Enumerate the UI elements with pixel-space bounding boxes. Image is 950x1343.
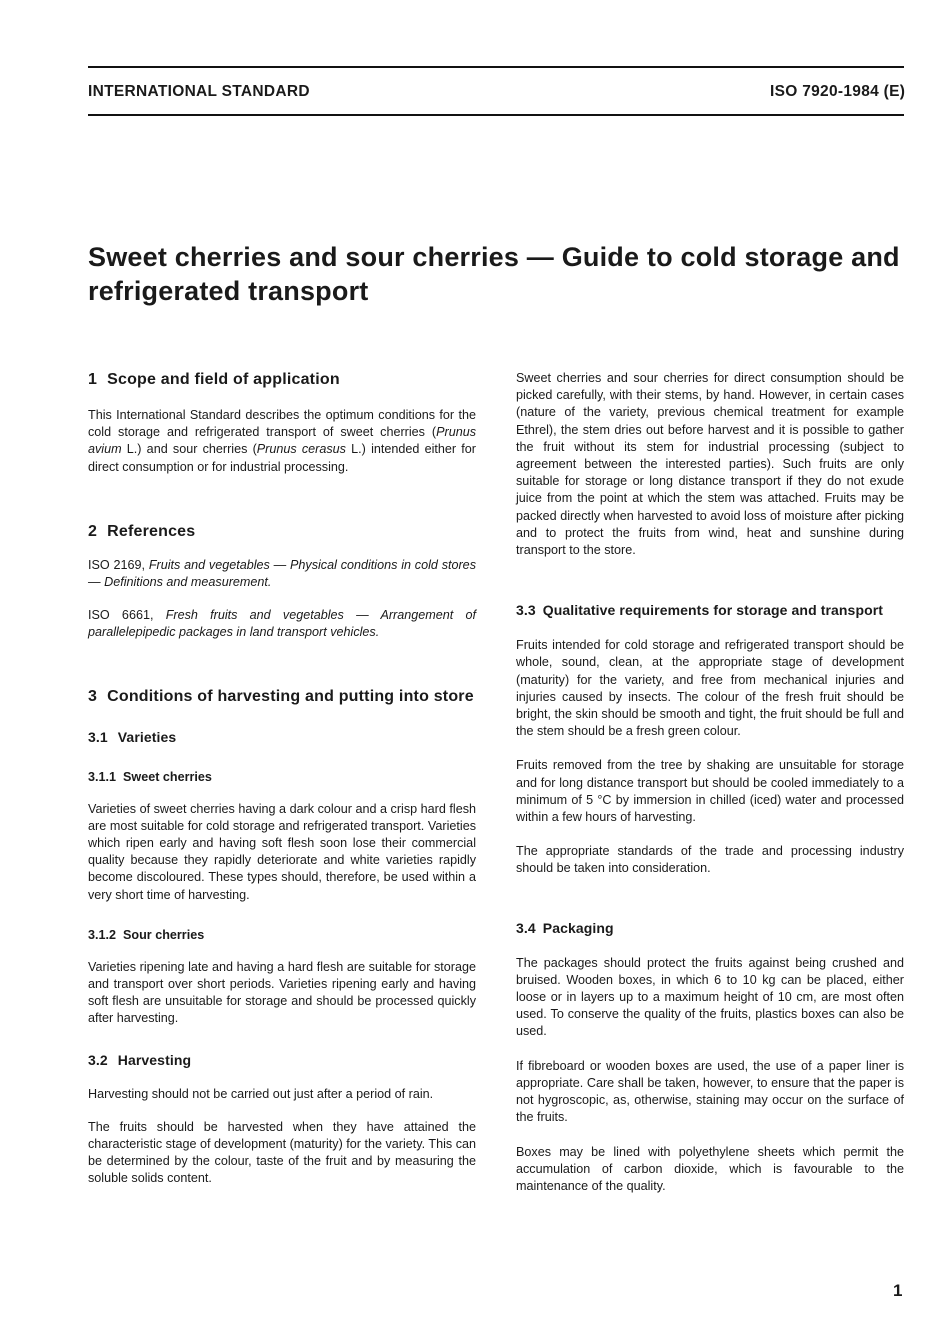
section-3-4-heading: 3.4 Packaging	[516, 919, 614, 936]
section-3-heading: 3 Conditions of harvesting and putting into store	[88, 687, 474, 705]
header-rule-top	[88, 66, 904, 68]
section-3-3-heading: 3.3 Qualitative requirements for storage and transport	[516, 602, 884, 619]
section-3-2-text-2: The fruits should be harvested when they have attained the characteristic stage of development (maturity) for the variety. This can be determined by the colour, taste of the fruit and by measuring the soluble solids content.	[88, 1119, 477, 1186]
header-standard-number: ISO 7920-1984 (E)	[770, 83, 906, 100]
section-3-2-text-3: Sweet cherries and sour cherries for direct consumption should be picked carefully, with their stems, by hand. However, in certain cases (nature of the variety, previous chemical treatment for example Ethrel), the stem dries out before harvest and it is possible to gather the fruit without its stem for industrial processing (subject to agreement between the interested parties). Such fruits are only suitable for storage or long distance transport if they do not exude juice from the point at which the stem was attached. Fruits may be packed directly when harvested to avoid loss of moisture after picking and to protect the fruits from wind, heat and sunshine during transport to the store.	[516, 371, 904, 558]
header-standard-type: INTERNATIONAL STANDARD	[88, 83, 310, 100]
section-3-3-text-1: Fruits intended for cold storage and refrigerated transport should be whole, sound, clean, at the appropriate stage of development (maturity) for the variety, and free from mechanical injuries and injuries caused by insects. The colour of the fresh fruit should be bright, the skin should be smooth and tight, the fruit should be full and the stem should be a fresh green colour.	[516, 638, 904, 739]
section-3-1-heading: 3.1 Varieties	[88, 728, 177, 745]
section-2-heading: 2 References	[88, 522, 196, 540]
section-3-1-2-heading: 3.1.2 Sour cherries	[88, 927, 205, 942]
left-column	[88, 370, 476, 1188]
section-1-heading: 1 Scope and field of application	[88, 371, 340, 388]
section-3-4-text-3: Boxes may be lined with polyethylene sheets which permit the accumulation of carbon dioxide, which is favourable to the maintenance of the quality.	[516, 1144, 904, 1193]
section-3-1-1-text: Varieties of sweet cherries having a dark colour and a crisp hard flesh are most suitable for cold storage and refrigerated transport. Varieties which ripen early and having soft flesh soon lose their commercial quality because they rapidly deteriorate and white varieties rapidly become discoloured. These types should, therefore, be used within a very short time of harvesting.	[88, 801, 476, 902]
section-3-4-text-2: If fibreboard or wooden boxes are used, the use of a paper liner is appropriate. Care shall be taken, however, to ensure that the paper is not hygroscopic, as, otherwise, staining may occur on the surface of the fruits.	[516, 1058, 904, 1125]
section-3-3-text-2: Fruits removed from the tree by shaking are unsuitable for storage and for long distance transport but should be cooled immediately to a minimum of 5 °C by immersion in chilled (iced) water and processed within a few hours of harvesting.	[516, 758, 904, 825]
right-column	[516, 370, 904, 1195]
section-3-2-heading: 3.2 Harvesting	[88, 1051, 192, 1068]
section-3-3-text-3: The appropriate standards of the trade and processing industry should be taken into consideration.	[516, 844, 904, 876]
reference-iso-6661: ISO 6661, Fresh fruits and vegetables — Arrangement of parallelepipedic packages in land transport vehicles.	[88, 608, 476, 640]
section-3-4-text-1: The packages should protect the fruits against being crushed and bruised. Wooden boxes, in which 6 to 10 kg can be placed, either loose or in layers up to a maximum height of 10 cm, are most often used. To conserve the quality of the fruits, plastics boxes can also be used.	[516, 955, 904, 1039]
section-3-1-1-heading: 3.1.1 Sweet cherries	[88, 769, 212, 784]
section-3-1-2-text: Varieties ripening late and having a hard flesh are suitable for storage and transport over short periods. Varieties ripening early and having soft flesh are unsuitable for storage and should be processed quickly after harvesting.	[88, 959, 476, 1026]
reference-iso-2169: ISO 2169, Fruits and vegetables — Physical conditions in cold stores — Definitions and measurement.	[88, 557, 476, 590]
section-3-2-text-1: Harvesting should not be carried out just after a period of rain.	[88, 1086, 434, 1101]
page-number: 1	[893, 1281, 903, 1300]
document-title: Sweet cherries and sour cherries — Guide to cold storage and refrigerated transport	[88, 242, 900, 306]
header-rule-bottom	[88, 114, 904, 116]
section-1-text: This International Standard describes the optimum conditions for the cold storage and refrigerated transport of sweet cherries (Prunus avium L.) and sour cherries (Prunus cerasus L.) intended either for direct consumption or for industrial processing.	[88, 408, 476, 474]
